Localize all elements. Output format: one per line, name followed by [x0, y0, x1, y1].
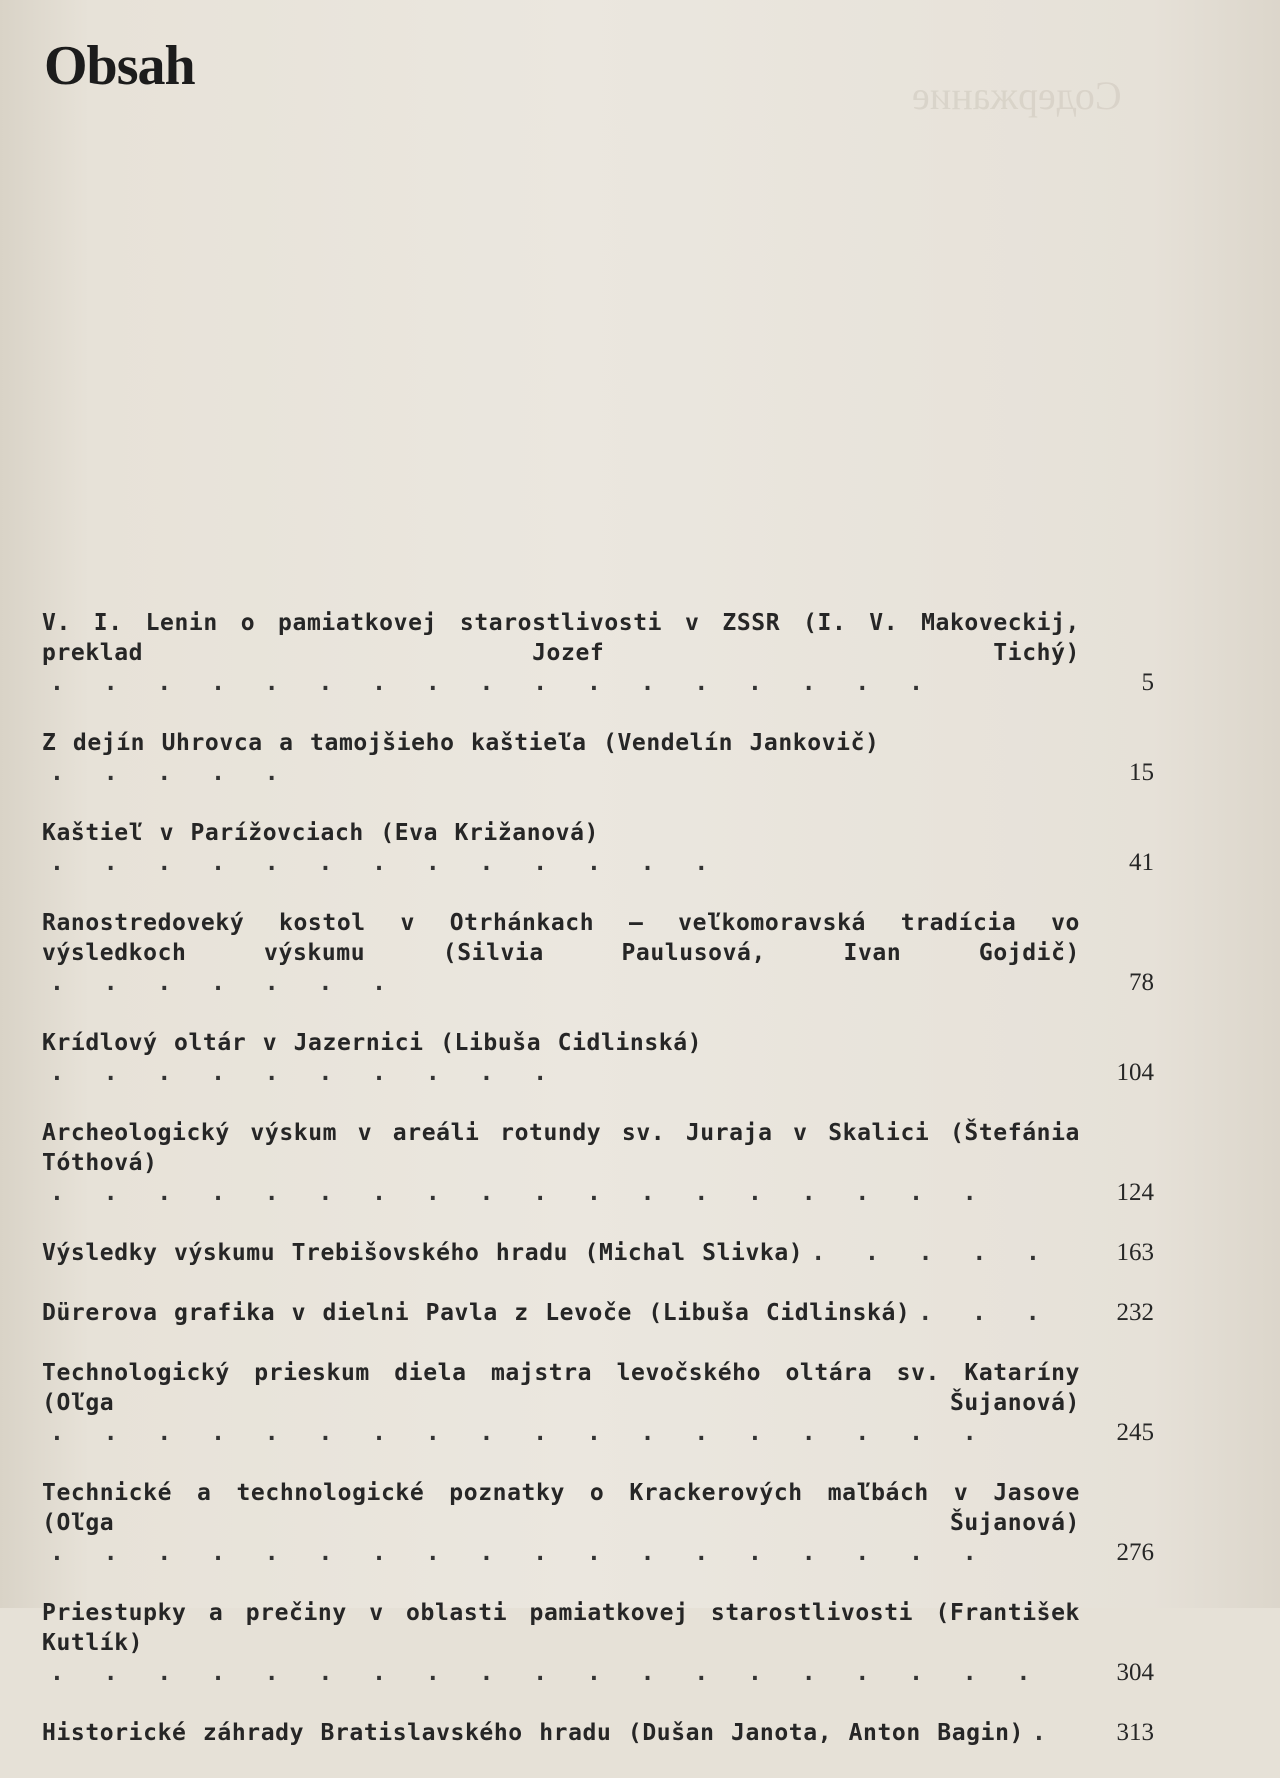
- toc-dot-leader: . . .: [918, 1300, 1052, 1326]
- page-title: Obsah: [44, 35, 195, 97]
- toc-dot-leader: . . . . .: [50, 760, 291, 786]
- toc-entry-title: Z dejín Uhrovca a tamojšieho kaštieľa (Vendelín Jankovič): [42, 730, 880, 756]
- toc-dot-leader: . . . . . . . . . .: [50, 1060, 560, 1086]
- toc-entry-title: Technologický prieskum diela majstra levočského oltára sv. Kataríny (Oľga Šujanová): [42, 1360, 1080, 1416]
- toc-entry-text: [42, 1238, 1080, 1268]
- toc-entry: [42, 1478, 1154, 1568]
- toc-page-number: 313: [1116, 1719, 1154, 1746]
- toc-dot-leader: . . . . .: [811, 1240, 1052, 1266]
- toc-entry: [42, 1238, 1154, 1268]
- toc-entry-text: [42, 818, 1080, 878]
- toc-page-number: 276: [1116, 1539, 1154, 1566]
- toc-page-number: 124: [1116, 1179, 1154, 1206]
- toc-page-number: 104: [1116, 1059, 1154, 1086]
- toc-entry: [42, 1718, 1154, 1748]
- toc-dot-leader: . . . . . . . . . . . . .: [50, 850, 721, 876]
- toc-entry-text: [42, 1718, 1080, 1748]
- toc-dot-leader: . . . . . . . . . . . . . . . . . .: [50, 1420, 989, 1446]
- toc-entry-title: Ranostredoveký kostol v Otrhánkach — veľkomoravská tradícia vo výsledkoch výskumu (Silvia Paulusová, Ivan Gojdič): [42, 910, 1080, 966]
- table-of-contents: [42, 608, 1154, 1778]
- toc-entry-text: [42, 1478, 1080, 1568]
- toc-dot-leader: . . . . . . . . . . . . . . . . . .: [50, 1180, 989, 1206]
- toc-page-number: 163: [1116, 1239, 1154, 1266]
- toc-entry: [42, 818, 1154, 878]
- toc-entry-title: Výsledky výskumu Trebišovského hradu (Michal Slivka): [42, 1240, 804, 1266]
- toc-entry: [42, 1028, 1154, 1088]
- toc-entry-text: [42, 608, 1080, 698]
- toc-entry-title: Technické a technologické poznatky o Krackerových maľbách v Jasove (Oľga Šujanová): [42, 1480, 1080, 1536]
- toc-entry-text: [42, 1358, 1080, 1448]
- toc-entry: [42, 1598, 1154, 1688]
- toc-dot-leader: .: [1031, 1720, 1058, 1746]
- toc-entry: [42, 728, 1154, 788]
- toc-entry-text: [42, 1118, 1080, 1208]
- toc-entry-title: Historické záhrady Bratislavského hradu (Dušan Janota, Anton Bagin): [42, 1720, 1024, 1746]
- toc-entry-title: Dürerova grafika v dielni Pavla z Levoče (Libuša Cidlinská): [42, 1300, 911, 1326]
- toc-page-number: 78: [1129, 969, 1154, 996]
- toc-page-number: 245: [1116, 1419, 1154, 1446]
- toc-entry-title: Priestupky a prečiny v oblasti pamiatkovej starostlivosti (František Kutlík): [42, 1600, 1080, 1656]
- toc-entry-text: [42, 728, 1080, 788]
- toc-entry-text: [42, 1298, 1080, 1328]
- toc-dot-leader: . . . . . . . . . . . . . . . . . .: [50, 1540, 989, 1566]
- toc-entry-title: V. I. Lenin o pamiatkovej starostlivosti v ZSSR (I. V. Makoveckij, preklad Jozef Tichý): [42, 610, 1080, 666]
- toc-entry-title: Krídlový oltár v Jazernici (Libuša Cidlinská): [42, 1030, 703, 1056]
- show-through-title: Содержание: [912, 73, 1122, 118]
- toc-entry: [42, 1118, 1154, 1208]
- toc-entry-title: Kaštieľ v Parížovciach (Eva Križanová): [42, 820, 599, 846]
- toc-page-number: 304: [1116, 1659, 1154, 1686]
- toc-entry-text: [42, 908, 1080, 998]
- toc-entry: [42, 608, 1154, 698]
- toc-dot-leader: . . . . . . . . . . . . . . . . . . .: [50, 1660, 1043, 1686]
- toc-entry-text: [42, 1598, 1080, 1688]
- toc-page-number: 232: [1116, 1299, 1154, 1326]
- toc-page-number: 41: [1129, 849, 1154, 876]
- toc-entry-text: [42, 1028, 1080, 1088]
- toc-page-number: 15: [1129, 759, 1154, 786]
- toc-dot-leader: . . . . . . . . . . . . . . . . .: [50, 670, 935, 696]
- toc-entry-title: Archeologický výskum v areáli rotundy sv. Juraja v Skalici (Štefánia Tóthová): [42, 1120, 1080, 1176]
- toc-page-number: 5: [1141, 669, 1154, 696]
- toc-entry: [42, 1298, 1154, 1328]
- toc-entry: [42, 908, 1154, 998]
- toc-entry: [42, 1358, 1154, 1448]
- toc-dot-leader: . . . . . . .: [50, 970, 399, 996]
